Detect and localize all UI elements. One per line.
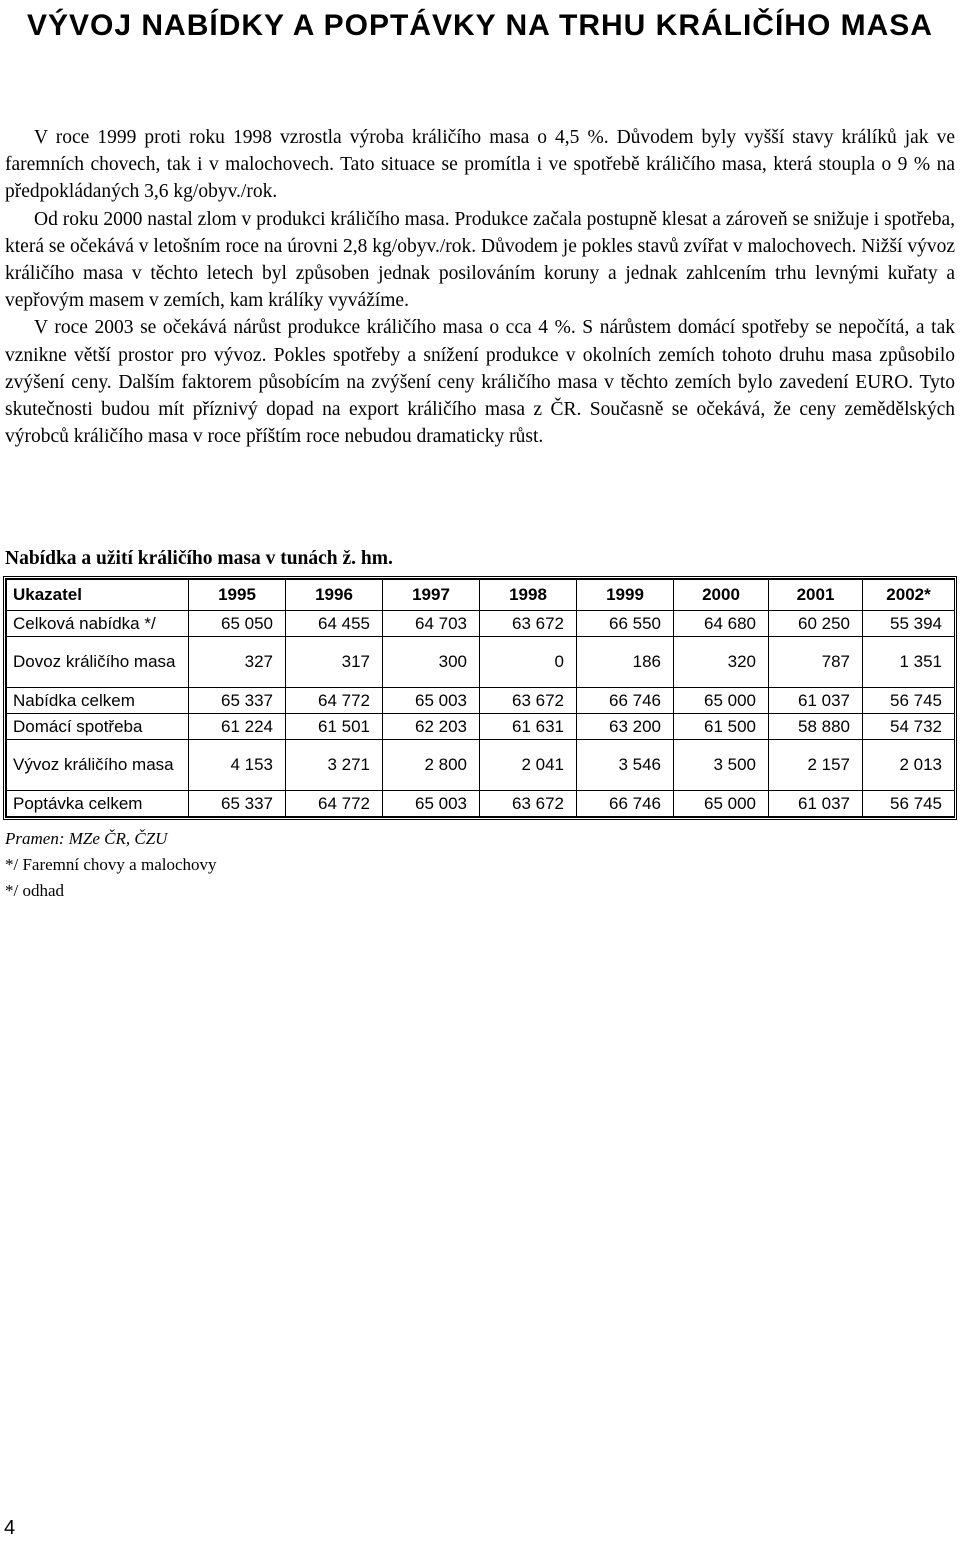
table-row <box>7 740 955 791</box>
column-header: 1997 <box>383 580 480 611</box>
paragraph-2: Od roku 2000 nastal zlom v produkci králičího masa. Produkce začala postupně klesat a zároveň se snižuje i spotřeba, která se očekává v letošním roce na úrovni 2,8 kg/obyv./rok. Důvodem je pokles stavů zvířat v malochovech. Nižší vývoz králičího masa v těchto letech byl způsoben jednak posilováním koruny a jednak zahlcením trhu levnými kuřaty a vepřovým masem v zemích, kam králíky vyvážíme. <box>5 208 955 312</box>
table-cell: 65 003 <box>383 791 480 817</box>
row-label: Vývoz králičího masa <box>7 740 189 791</box>
table-row <box>7 714 955 740</box>
table-row <box>7 688 955 714</box>
table-row <box>7 791 955 817</box>
page-number: 4 <box>4 1517 16 1539</box>
table-cell: 320 <box>674 637 769 688</box>
table-cell: 61 500 <box>674 714 769 740</box>
column-header: 1999 <box>577 580 674 611</box>
table-cell: 63 200 <box>577 714 674 740</box>
table-cell: 60 250 <box>769 611 863 637</box>
table-cell: 61 631 <box>480 714 577 740</box>
table-cell: 327 <box>189 637 286 688</box>
table-cell: 65 000 <box>674 791 769 817</box>
table-cell: 317 <box>286 637 383 688</box>
table-cell: 65 003 <box>383 688 480 714</box>
row-label: Nabídka celkem <box>7 688 189 714</box>
table-cell: 64 772 <box>286 791 383 817</box>
table-cell: 56 745 <box>863 791 955 817</box>
column-header: 1995 <box>189 580 286 611</box>
table-cell: 64 772 <box>286 688 383 714</box>
body-text <box>5 124 955 450</box>
table-header-row <box>7 580 955 611</box>
column-header: Ukazatel <box>7 580 189 611</box>
table-cell: 300 <box>383 637 480 688</box>
table-cell: 66 746 <box>577 688 674 714</box>
table-notes <box>5 826 217 904</box>
table-cell: 3 271 <box>286 740 383 791</box>
column-header: 2000 <box>674 580 769 611</box>
data-table <box>6 579 955 817</box>
table-cell: 56 745 <box>863 688 955 714</box>
table-cell: 64 455 <box>286 611 383 637</box>
table-row <box>7 637 955 688</box>
table-cell: 65 050 <box>189 611 286 637</box>
row-label: Dovoz králičího masa <box>7 637 189 688</box>
table-heading: Nabídka a užití králičího masa v tunách ž. hm. <box>5 548 393 569</box>
table-cell: 61 037 <box>769 688 863 714</box>
paragraph-3: V roce 2003 se očekává nárůst produkce králičího masa o cca 4 %. S nárůstem domácí spotřeby se nepočítá, a tak vznikne větší prostor pro vývoz. Pokles spotřeby a snížení produkce v okolních zemích tohoto druhu masa způsobilo zvýšení ceny. Dalším faktorem působícím na zvýšení ceny králičího masa v těchto zemích bylo zavedení EURO. Tyto skutečnosti budou mít příznivý dopad na export králičího masa z ČR. Současně se očekává, že ceny zemědělských výrobců králičího masa v roce příštím roce nebudou dramaticky růst. <box>5 317 955 448</box>
table-cell: 61 037 <box>769 791 863 817</box>
table-cell: 0 <box>480 637 577 688</box>
table-cell: 2 041 <box>480 740 577 791</box>
table-cell: 186 <box>577 637 674 688</box>
table-cell: 2 800 <box>383 740 480 791</box>
table-cell: 3 500 <box>674 740 769 791</box>
source-note: Pramen: MZe ČR, ČZU <box>5 829 168 848</box>
table-cell: 54 732 <box>863 714 955 740</box>
table-cell: 63 672 <box>480 611 577 637</box>
table-cell: 2 013 <box>863 740 955 791</box>
table-cell: 4 153 <box>189 740 286 791</box>
footnote-estimate: */ odhad <box>5 881 65 900</box>
page-title: VÝVOJ NABÍDKY A POPTÁVKY NA TRHU KRÁLIČÍHO MASA <box>27 9 933 42</box>
table-cell: 64 680 <box>674 611 769 637</box>
column-header: 1998 <box>480 580 577 611</box>
table-cell: 64 703 <box>383 611 480 637</box>
table-cell: 55 394 <box>863 611 955 637</box>
table-cell: 61 224 <box>189 714 286 740</box>
column-header: 1996 <box>286 580 383 611</box>
table-cell: 61 501 <box>286 714 383 740</box>
table-cell: 66 550 <box>577 611 674 637</box>
table-cell: 65 337 <box>189 688 286 714</box>
table-cell: 65 337 <box>189 791 286 817</box>
column-header: 2002* <box>863 580 955 611</box>
table-cell: 3 546 <box>577 740 674 791</box>
table-cell: 58 880 <box>769 714 863 740</box>
table-cell: 65 000 <box>674 688 769 714</box>
table-cell: 1 351 <box>863 637 955 688</box>
table-row <box>7 611 955 637</box>
row-label: Domácí spotřeba <box>7 714 189 740</box>
table-cell: 63 672 <box>480 791 577 817</box>
table-cell: 2 157 <box>769 740 863 791</box>
footnote-farm-breeding: */ Faremní chovy a malochovy <box>5 855 217 874</box>
table-cell: 66 746 <box>577 791 674 817</box>
data-table-frame <box>3 576 957 820</box>
table-cell: 62 203 <box>383 714 480 740</box>
row-label: Celková nabídka */ <box>7 611 189 637</box>
paragraph-1: V roce 1999 proti roku 1998 vzrostla výroba králičího masa o 4,5 %. Důvodem byly vyšší stavy králíků jak ve faremních chovech, tak i v malochovech. Tato situace se promítla i ve spotřebě králičího masa, která stoupla o 9 % na předpokládaných 3,6 kg/obyv./rok. <box>5 127 955 203</box>
table-cell: 63 672 <box>480 688 577 714</box>
table-cell: 787 <box>769 637 863 688</box>
column-header: 2001 <box>769 580 863 611</box>
row-label: Poptávka celkem <box>7 791 189 817</box>
